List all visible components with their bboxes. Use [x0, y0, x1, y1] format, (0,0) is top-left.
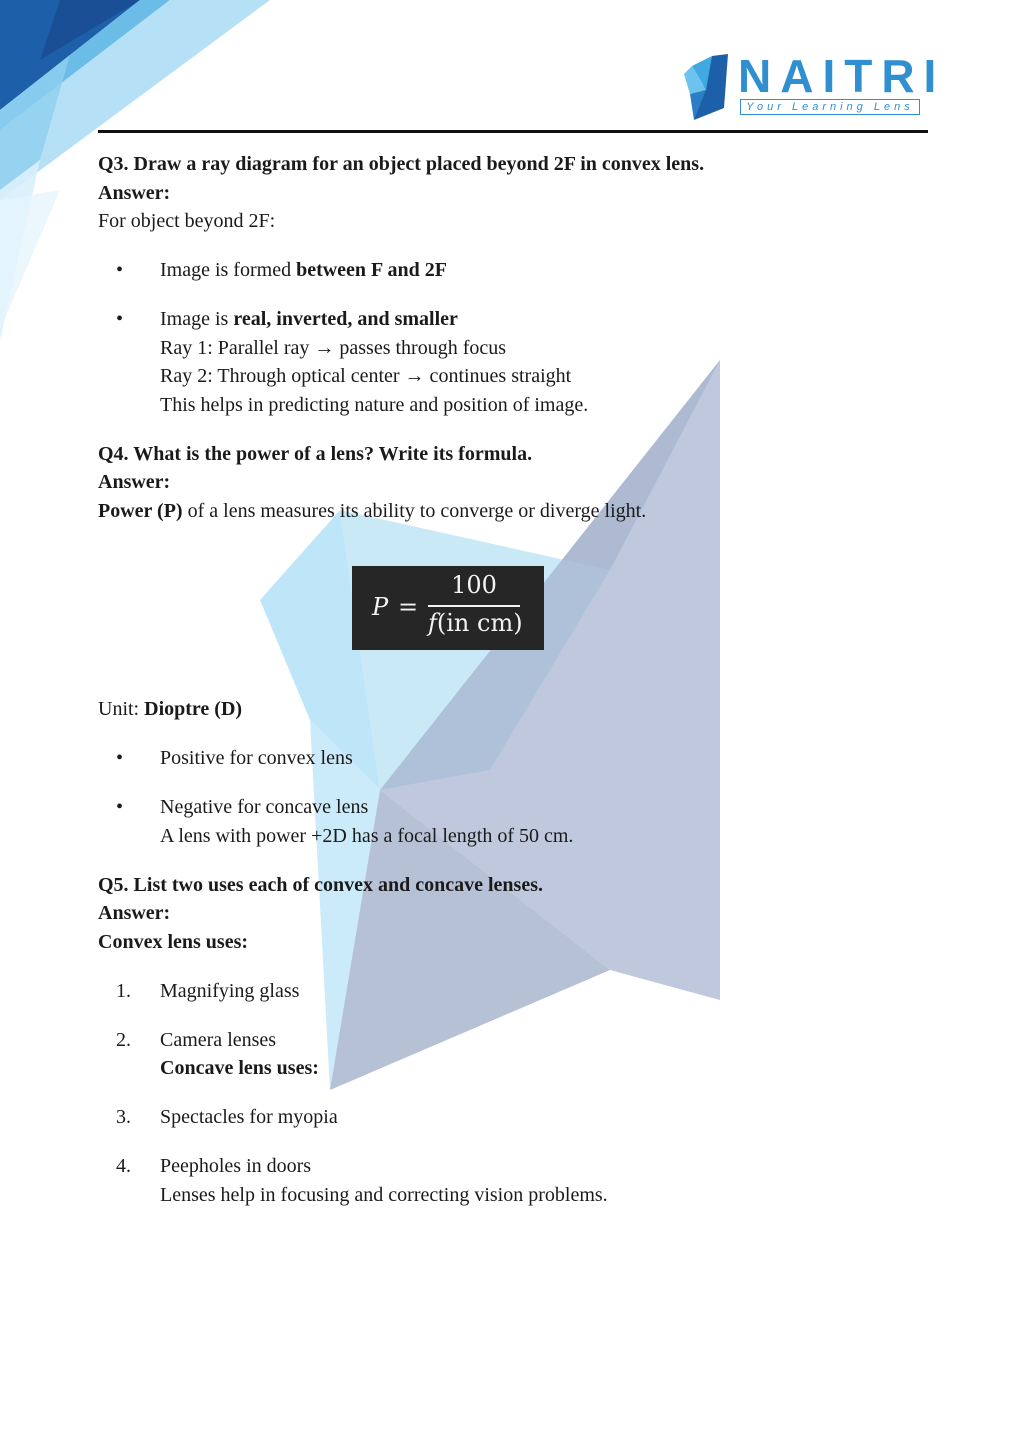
formula-den-var: f [428, 609, 437, 637]
list-item-text: Peepholes in doors [160, 1155, 312, 1177]
q3-b2-text: Image is [160, 308, 234, 330]
q3-bullet-2 [98, 305, 928, 419]
q5-closing: Lenses help in focusing and correcting vision problems. [160, 1183, 608, 1206]
list-item-text: Camera lenses [160, 1028, 277, 1051]
q4-question: Q4. What is the power of a lens? Write its formula. [98, 442, 533, 465]
q3-ray1: Ray 1: Parallel ray → passes through focus [160, 336, 507, 359]
naitri-logo [684, 50, 946, 122]
q3-note: This helps in predicting nature and position of image. [160, 393, 589, 416]
list-item [98, 1103, 928, 1132]
list-item [98, 1026, 928, 1083]
q3-question: Q3. Draw a ray diagram for an object placed beyond 2F in convex lens. [98, 153, 705, 175]
q3-answer-label: Answer: [98, 181, 171, 204]
formula-numerator: 100 [451, 571, 497, 599]
page-content [98, 150, 928, 1209]
q5-question: Q5. List two uses each of convex and concave lenses. [98, 873, 543, 896]
q4-unit-value: Dioptre (D) [144, 698, 243, 720]
q3-b2-bold: real, inverted, and smaller [233, 308, 458, 330]
list-number: 3. [116, 1106, 131, 1128]
formula-fraction-bar [428, 605, 520, 607]
list-number: 2. [116, 1028, 131, 1051]
bullet-marker: • [116, 796, 124, 818]
logo-wordmark: NAITRI [738, 50, 946, 102]
formula-den-rest: (in cm) [436, 609, 523, 637]
list-item [98, 977, 928, 1006]
q4-example: A lens with power +2D has a focal length of 50 cm. [160, 824, 574, 847]
q3-intro: For object beyond 2F: [98, 210, 276, 232]
q4-b1: Positive for convex lens [160, 747, 353, 769]
list-item [98, 1152, 928, 1209]
bullet-marker: • [116, 259, 124, 281]
q3-b1-bold: between F and 2F [296, 259, 447, 281]
q5-convex-heading: Convex lens uses: [98, 930, 249, 953]
q5-answer-label: Answer: [98, 902, 171, 924]
formula-denominator [428, 609, 523, 638]
logo-tagline: Your Learning Lens [740, 99, 920, 115]
list-number: 4. [116, 1155, 131, 1177]
folded-paper-lens-icon [684, 50, 736, 120]
bullet-marker: • [116, 308, 124, 330]
q3-bullet-1 [98, 256, 928, 285]
q4-def-bold: Power (P) [98, 499, 183, 522]
q3-ray2: Ray 2: Through optical center → continues straight [160, 365, 572, 387]
q4-unit-label: Unit: [98, 698, 145, 720]
list-item-text: Spectacles for myopia [160, 1106, 338, 1128]
bullet-marker: • [116, 747, 124, 769]
q4-def-text: of a lens measures its ability to converge or diverge light. [182, 499, 647, 522]
power-formula [352, 566, 544, 650]
q4-answer-label: Answer: [98, 471, 171, 493]
q4-bullet-1 [98, 744, 928, 773]
list-item-text: Magnifying glass [160, 979, 300, 1002]
q4-bullet-2 [98, 793, 928, 850]
list-number: 1. [116, 979, 131, 1002]
q4-b2: Negative for concave lens [160, 796, 369, 818]
formula-equals: = [398, 593, 419, 621]
formula-lhs: P [372, 593, 389, 621]
header-divider [98, 130, 928, 133]
q3-b1-text: Image is formed [160, 259, 297, 281]
q5-concave-heading: Concave lens uses: [160, 1057, 319, 1079]
